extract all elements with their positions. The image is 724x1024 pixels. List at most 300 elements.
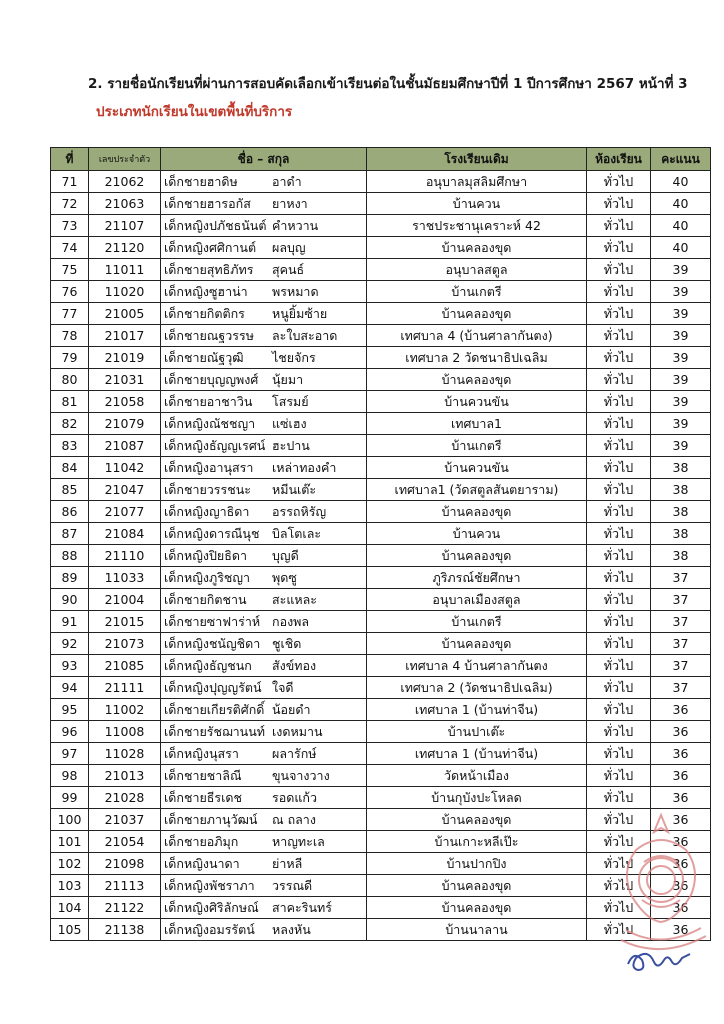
cell-room: ทั่วไป bbox=[587, 809, 651, 831]
cell-room: ทั่วไป bbox=[587, 457, 651, 479]
cell-score: 38 bbox=[651, 545, 711, 567]
cell-id: 21087 bbox=[89, 435, 161, 457]
cell-id: 21138 bbox=[89, 919, 161, 941]
cell-score: 40 bbox=[651, 193, 711, 215]
last-name: น้อยดำ bbox=[272, 701, 311, 717]
first-name: เด็กชายกิตติกร bbox=[164, 305, 245, 321]
cell-name bbox=[161, 567, 367, 589]
last-name: โสรมย์ bbox=[272, 393, 309, 409]
first-name: เด็กชายบุญญพงศ์ bbox=[164, 371, 259, 387]
last-name: อรรถหิรัญ bbox=[272, 503, 327, 519]
cell-room: ทั่วไป bbox=[587, 391, 651, 413]
cell-name bbox=[161, 435, 367, 457]
cell-name bbox=[161, 259, 367, 281]
table-row bbox=[51, 721, 711, 743]
cell-score: 40 bbox=[651, 215, 711, 237]
cell-name bbox=[161, 611, 367, 633]
cell-room: ทั่วไป bbox=[587, 831, 651, 853]
cell-school: บ้านคลองขุด bbox=[367, 303, 587, 325]
cell-name bbox=[161, 919, 367, 941]
cell-room: ทั่วไป bbox=[587, 545, 651, 567]
column-header-room: ห้องเรียน bbox=[587, 148, 651, 171]
last-name: สุคนธ์ bbox=[272, 261, 305, 277]
first-name: เด็กหญิงณัชชญา bbox=[164, 415, 256, 431]
first-name: เด็กชายอาชาวิน bbox=[164, 393, 253, 409]
first-name: เด็กหญิงพัชราภา bbox=[164, 877, 255, 893]
cell-school: เทศบาล 2 (วัดชนาธิปเฉลิม) bbox=[367, 677, 587, 699]
cell-score: 37 bbox=[651, 567, 711, 589]
cell-room: ทั่วไป bbox=[587, 325, 651, 347]
table-row bbox=[51, 831, 711, 853]
cell-name bbox=[161, 699, 367, 721]
cell-id: 11033 bbox=[89, 567, 161, 589]
cell-id: 21111 bbox=[89, 677, 161, 699]
cell-id: 21005 bbox=[89, 303, 161, 325]
cell-room: ทั่วไป bbox=[587, 677, 651, 699]
cell-score: 39 bbox=[651, 259, 711, 281]
cell-no: 82 bbox=[51, 413, 89, 435]
cell-id: 21113 bbox=[89, 875, 161, 897]
cell-room: ทั่วไป bbox=[587, 413, 651, 435]
last-name: บุญดี bbox=[272, 547, 299, 563]
cell-name bbox=[161, 677, 367, 699]
cell-school: บ้านคลองขุด bbox=[367, 545, 587, 567]
cell-school: บ้านคลองขุด bbox=[367, 369, 587, 391]
cell-room: ทั่วไป bbox=[587, 193, 651, 215]
cell-id: 21110 bbox=[89, 545, 161, 567]
cell-name bbox=[161, 347, 367, 369]
table-row bbox=[51, 919, 711, 941]
cell-score: 38 bbox=[651, 479, 711, 501]
last-name: อาดำ bbox=[272, 173, 302, 189]
table-row bbox=[51, 897, 711, 919]
cell-room: ทั่วไป bbox=[587, 655, 651, 677]
cell-name bbox=[161, 853, 367, 875]
cell-id: 21004 bbox=[89, 589, 161, 611]
last-name: หนูยิ้มซ้าย bbox=[272, 305, 328, 321]
table-row bbox=[51, 281, 711, 303]
cell-school: บ้านเกตรี bbox=[367, 611, 587, 633]
cell-room: ทั่วไป bbox=[587, 501, 651, 523]
first-name: เด็กชายณฐวรรษ bbox=[164, 327, 254, 343]
cell-no: 78 bbox=[51, 325, 89, 347]
cell-school: บ้านควน bbox=[367, 523, 587, 545]
cell-name bbox=[161, 765, 367, 787]
last-name: ผลารักษ์ bbox=[272, 745, 317, 761]
cell-id: 21063 bbox=[89, 193, 161, 215]
table-row bbox=[51, 787, 711, 809]
first-name: เด็กชายอภิมุก bbox=[164, 833, 239, 849]
first-name: เด็กหญิงชนัญชิดา bbox=[164, 635, 261, 651]
cell-id: 11042 bbox=[89, 457, 161, 479]
last-name: พรหมาด bbox=[272, 283, 319, 299]
cell-id: 21079 bbox=[89, 413, 161, 435]
cell-no: 90 bbox=[51, 589, 89, 611]
last-name: พุดซู bbox=[272, 569, 297, 585]
last-name: สะแหละ bbox=[272, 591, 318, 607]
last-name: เหล่าทองคำ bbox=[272, 459, 337, 475]
cell-no: 100 bbox=[51, 809, 89, 831]
cell-no: 86 bbox=[51, 501, 89, 523]
last-name: ใจดี bbox=[272, 679, 294, 695]
cell-name bbox=[161, 897, 367, 919]
cell-name bbox=[161, 633, 367, 655]
cell-score: 36 bbox=[651, 897, 711, 919]
table-row bbox=[51, 457, 711, 479]
table-row bbox=[51, 809, 711, 831]
cell-name bbox=[161, 743, 367, 765]
cell-school: บ้านเกตรี bbox=[367, 435, 587, 457]
cell-no: 80 bbox=[51, 369, 89, 391]
first-name: เด็กชายฮาดิษ bbox=[164, 173, 238, 189]
cell-id: 11020 bbox=[89, 281, 161, 303]
last-name: ไชยจักร bbox=[272, 349, 316, 365]
cell-school: วัดหน้าเมือง bbox=[367, 765, 587, 787]
first-name: เด็กหญิงซูฮาน่า bbox=[164, 283, 248, 299]
last-name: ณ ถลาง bbox=[272, 811, 316, 827]
cell-room: ทั่วไป bbox=[587, 589, 651, 611]
cell-score: 36 bbox=[651, 721, 711, 743]
cell-room: ทั่วไป bbox=[587, 215, 651, 237]
cell-school: บ้านเกตรี bbox=[367, 281, 587, 303]
cell-score: 40 bbox=[651, 171, 711, 193]
cell-room: ทั่วไป bbox=[587, 919, 651, 941]
cell-school: เทศบาล 4 บ้านศาลากันตง bbox=[367, 655, 587, 677]
cell-no: 77 bbox=[51, 303, 89, 325]
cell-name bbox=[161, 501, 367, 523]
cell-name bbox=[161, 721, 367, 743]
first-name: เด็กหญิงภูริชญา bbox=[164, 569, 251, 585]
cell-room: ทั่วไป bbox=[587, 875, 651, 897]
cell-name bbox=[161, 215, 367, 237]
first-name: เด็กหญิงนุสรา bbox=[164, 745, 239, 761]
cell-no: 84 bbox=[51, 457, 89, 479]
cell-room: ทั่วไป bbox=[587, 633, 651, 655]
cell-no: 99 bbox=[51, 787, 89, 809]
last-name: หลงหัน bbox=[272, 921, 311, 937]
cell-id: 11011 bbox=[89, 259, 161, 281]
cell-name bbox=[161, 369, 367, 391]
last-name: นุ้ยมา bbox=[272, 371, 304, 387]
cell-room: ทั่วไป bbox=[587, 765, 651, 787]
cell-room: ทั่วไป bbox=[587, 347, 651, 369]
table-body bbox=[51, 171, 711, 941]
cell-name bbox=[161, 391, 367, 413]
cell-no: 85 bbox=[51, 479, 89, 501]
column-header-no: ที่ bbox=[51, 148, 89, 171]
table-row bbox=[51, 611, 711, 633]
cell-id: 21054 bbox=[89, 831, 161, 853]
cell-id: 21077 bbox=[89, 501, 161, 523]
cell-no: 72 bbox=[51, 193, 89, 215]
cell-no: 97 bbox=[51, 743, 89, 765]
cell-id: 21073 bbox=[89, 633, 161, 655]
cell-room: ทั่วไป bbox=[587, 523, 651, 545]
first-name: เด็กหญิงนาดา bbox=[164, 855, 240, 871]
cell-name bbox=[161, 237, 367, 259]
table-row bbox=[51, 633, 711, 655]
last-name: ฮะปาน bbox=[272, 437, 310, 453]
last-name: หมีนเต๊ะ bbox=[272, 481, 317, 497]
cell-score: 36 bbox=[651, 765, 711, 787]
cell-school: บ้านควน bbox=[367, 193, 587, 215]
table-row bbox=[51, 875, 711, 897]
cell-no: 83 bbox=[51, 435, 89, 457]
cell-id: 21062 bbox=[89, 171, 161, 193]
cell-id: 21015 bbox=[89, 611, 161, 633]
cell-no: 94 bbox=[51, 677, 89, 699]
cell-name bbox=[161, 479, 367, 501]
cell-score: 36 bbox=[651, 809, 711, 831]
last-name: ละใบสะอาด bbox=[272, 327, 338, 343]
cell-id: 21013 bbox=[89, 765, 161, 787]
first-name: เด็กหญิงปิยธิดา bbox=[164, 547, 247, 563]
cell-score: 39 bbox=[651, 391, 711, 413]
cell-no: 75 bbox=[51, 259, 89, 281]
cell-school: บ้านคลองขุด bbox=[367, 237, 587, 259]
first-name: เด็กหญิงดารณีนุช bbox=[164, 525, 260, 541]
cell-no: 81 bbox=[51, 391, 89, 413]
cell-no: 76 bbox=[51, 281, 89, 303]
cell-school: บ้านคลองขุด bbox=[367, 875, 587, 897]
cell-room: ทั่วไป bbox=[587, 721, 651, 743]
cell-name bbox=[161, 413, 367, 435]
cell-room: ทั่วไป bbox=[587, 369, 651, 391]
table-row bbox=[51, 743, 711, 765]
cell-school: บ้านปาเต๊ะ bbox=[367, 721, 587, 743]
cell-score: 40 bbox=[651, 237, 711, 259]
cell-id: 21019 bbox=[89, 347, 161, 369]
cell-room: ทั่วไป bbox=[587, 699, 651, 721]
cell-score: 37 bbox=[651, 633, 711, 655]
cell-room: ทั่วไป bbox=[587, 281, 651, 303]
cell-score: 38 bbox=[651, 523, 711, 545]
cell-score: 39 bbox=[651, 347, 711, 369]
cell-no: 93 bbox=[51, 655, 89, 677]
cell-no: 95 bbox=[51, 699, 89, 721]
cell-room: ทั่วไป bbox=[587, 897, 651, 919]
last-name: ยาหงา bbox=[272, 195, 308, 211]
cell-school: อนุบาลเมืองสตูล bbox=[367, 589, 587, 611]
first-name: เด็กหญิงอมรรัตน์ bbox=[164, 921, 255, 937]
first-name: เด็กชายเกียรติศักดิ์ bbox=[164, 701, 265, 717]
cell-name bbox=[161, 655, 367, 677]
cell-no: 96 bbox=[51, 721, 89, 743]
cell-school: อนุบาลมุสลิมศึกษา bbox=[367, 171, 587, 193]
last-name: เงดหมาน bbox=[272, 723, 323, 739]
table-row bbox=[51, 699, 711, 721]
first-name: เด็กชายกิตชาน bbox=[164, 591, 247, 607]
cell-id: 21017 bbox=[89, 325, 161, 347]
last-name: สังข์ทอง bbox=[272, 657, 317, 673]
cell-id: 21120 bbox=[89, 237, 161, 259]
cell-no: 98 bbox=[51, 765, 89, 787]
cell-score: 36 bbox=[651, 875, 711, 897]
cell-id: 21098 bbox=[89, 853, 161, 875]
cell-score: 39 bbox=[651, 369, 711, 391]
cell-name bbox=[161, 281, 367, 303]
cell-room: ทั่วไป bbox=[587, 479, 651, 501]
cell-school: ภูริภรณ์ชัยศึกษา bbox=[367, 567, 587, 589]
cell-score: 36 bbox=[651, 787, 711, 809]
cell-room: ทั่วไป bbox=[587, 611, 651, 633]
table-row bbox=[51, 853, 711, 875]
cell-room: ทั่วไป bbox=[587, 303, 651, 325]
cell-score: 37 bbox=[651, 677, 711, 699]
cell-id: 21084 bbox=[89, 523, 161, 545]
last-name: ย่าหลี bbox=[272, 855, 303, 871]
first-name: เด็กชายรัชฌานนท์ bbox=[164, 723, 266, 739]
first-name: เด็กชายซาฟาร่าห์ bbox=[164, 613, 261, 629]
cell-id: 11002 bbox=[89, 699, 161, 721]
cell-no: 102 bbox=[51, 853, 89, 875]
last-name: วรรณดี bbox=[272, 877, 313, 893]
cell-no: 103 bbox=[51, 875, 89, 897]
column-header-name: ชื่อ – สกุล bbox=[161, 148, 367, 171]
cell-school: บ้านคลองขุด bbox=[367, 501, 587, 523]
first-name: เด็กชายวรรชนะ bbox=[164, 481, 251, 497]
cell-school: บ้านคลองขุด bbox=[367, 809, 587, 831]
table-row bbox=[51, 435, 711, 457]
cell-id: 11028 bbox=[89, 743, 161, 765]
cell-score: 37 bbox=[651, 589, 711, 611]
table-row bbox=[51, 765, 711, 787]
first-name: เด็กหญิงศศิกานต์ bbox=[164, 239, 257, 255]
cell-id: 21122 bbox=[89, 897, 161, 919]
cell-no: 87 bbox=[51, 523, 89, 545]
cell-no: 79 bbox=[51, 347, 89, 369]
cell-no: 92 bbox=[51, 633, 89, 655]
cell-score: 39 bbox=[651, 435, 711, 457]
last-name: ผลบุญ bbox=[272, 239, 306, 255]
table-row bbox=[51, 589, 711, 611]
cell-score: 37 bbox=[651, 611, 711, 633]
table-row bbox=[51, 325, 711, 347]
cell-name bbox=[161, 457, 367, 479]
cell-school: เทศบาล 1 (บ้านท่าจีน) bbox=[367, 743, 587, 765]
cell-id: 21028 bbox=[89, 787, 161, 809]
table-row bbox=[51, 523, 711, 545]
cell-score: 38 bbox=[651, 501, 711, 523]
first-name: เด็กชายชาลิณี bbox=[164, 767, 242, 783]
table-row bbox=[51, 479, 711, 501]
cell-score: 36 bbox=[651, 831, 711, 853]
cell-school: เทศบาล 4 (บ้านศาลากันตง) bbox=[367, 325, 587, 347]
first-name: เด็กหญิงศิริลักษณ์ bbox=[164, 899, 259, 915]
first-name: เด็กหญิงญาธิดา bbox=[164, 503, 250, 519]
cell-name bbox=[161, 171, 367, 193]
table-row bbox=[51, 303, 711, 325]
cell-school: บ้านกุบังปะโหลด bbox=[367, 787, 587, 809]
cell-score: 39 bbox=[651, 413, 711, 435]
cell-school: บ้านเกาะหลีเป๊ะ bbox=[367, 831, 587, 853]
table-row bbox=[51, 677, 711, 699]
table-row bbox=[51, 369, 711, 391]
last-name: กองพล bbox=[272, 613, 310, 629]
cell-name bbox=[161, 787, 367, 809]
cell-room: ทั่วไป bbox=[587, 567, 651, 589]
cell-name bbox=[161, 831, 367, 853]
table-row bbox=[51, 655, 711, 677]
cell-no: 101 bbox=[51, 831, 89, 853]
first-name: เด็กชายธีรเดช bbox=[164, 789, 243, 805]
first-name: เด็กหญิงปภัชธนันต์ bbox=[164, 217, 267, 233]
cell-no: 73 bbox=[51, 215, 89, 237]
cell-no: 89 bbox=[51, 567, 89, 589]
cell-room: ทั่วไป bbox=[587, 787, 651, 809]
cell-room: ทั่วไป bbox=[587, 171, 651, 193]
last-name: บิลโตเละ bbox=[272, 525, 322, 541]
cell-no: 74 bbox=[51, 237, 89, 259]
cell-room: ทั่วไป bbox=[587, 743, 651, 765]
table-row bbox=[51, 259, 711, 281]
cell-name bbox=[161, 875, 367, 897]
first-name: เด็กชายสุทธิภัทร bbox=[164, 261, 254, 277]
cell-school: บ้านควนขัน bbox=[367, 457, 587, 479]
cell-school: บ้านปากปิง bbox=[367, 853, 587, 875]
cell-school: ราชประชานุเคราะห์ 42 bbox=[367, 215, 587, 237]
cell-school: เทศบาล1 bbox=[367, 413, 587, 435]
last-name: คำหวาน bbox=[272, 217, 319, 233]
table-row bbox=[51, 567, 711, 589]
column-header-school: โรงเรียนเดิม bbox=[367, 148, 587, 171]
table-row bbox=[51, 501, 711, 523]
column-header-id: เลขประจำตัว bbox=[89, 148, 161, 171]
last-name: สาคะรินทร์ bbox=[272, 899, 332, 915]
cell-no: 105 bbox=[51, 919, 89, 941]
cell-room: ทั่วไป bbox=[587, 435, 651, 457]
table-row bbox=[51, 391, 711, 413]
cell-name bbox=[161, 193, 367, 215]
cell-id: 21031 bbox=[89, 369, 161, 391]
cell-school: เทศบาล 1 (บ้านท่าจีน) bbox=[367, 699, 587, 721]
cell-score: 39 bbox=[651, 281, 711, 303]
cell-id: 21037 bbox=[89, 809, 161, 831]
first-name: เด็กหญิงธัญชนก bbox=[164, 657, 252, 673]
cell-no: 104 bbox=[51, 897, 89, 919]
table-row bbox=[51, 237, 711, 259]
first-name: เด็กชายณัฐวุฒิ bbox=[164, 349, 244, 365]
cell-score: 38 bbox=[651, 457, 711, 479]
cell-id: 21085 bbox=[89, 655, 161, 677]
table-row bbox=[51, 545, 711, 567]
cell-name bbox=[161, 325, 367, 347]
cell-school: บ้านควนขัน bbox=[367, 391, 587, 413]
cell-id: 21107 bbox=[89, 215, 161, 237]
table-row bbox=[51, 347, 711, 369]
cell-school: บ้านนาลาน bbox=[367, 919, 587, 941]
cell-school: บ้านคลองขุด bbox=[367, 633, 587, 655]
cell-name bbox=[161, 303, 367, 325]
cell-score: 36 bbox=[651, 743, 711, 765]
cell-no: 88 bbox=[51, 545, 89, 567]
first-name: เด็กชายภานุวัฒน์ bbox=[164, 811, 258, 827]
cell-id: 21047 bbox=[89, 479, 161, 501]
cell-room: ทั่วไป bbox=[587, 237, 651, 259]
page-subtitle: ประเภทนักเรียนในเขตพื้นที่บริการ bbox=[96, 104, 293, 120]
cell-name bbox=[161, 545, 367, 567]
cell-no: 71 bbox=[51, 171, 89, 193]
signature-icon bbox=[624, 940, 694, 980]
cell-name bbox=[161, 809, 367, 831]
last-name: ชูเชิด bbox=[272, 635, 302, 651]
cell-id: 11008 bbox=[89, 721, 161, 743]
cell-school: บ้านคลองขุด bbox=[367, 897, 587, 919]
cell-school: เทศบาล1 (วัดสตูลสันตยาราม) bbox=[367, 479, 587, 501]
cell-score: 36 bbox=[651, 853, 711, 875]
first-name: เด็กหญิงอานุสรา bbox=[164, 459, 254, 475]
table-row bbox=[51, 193, 711, 215]
